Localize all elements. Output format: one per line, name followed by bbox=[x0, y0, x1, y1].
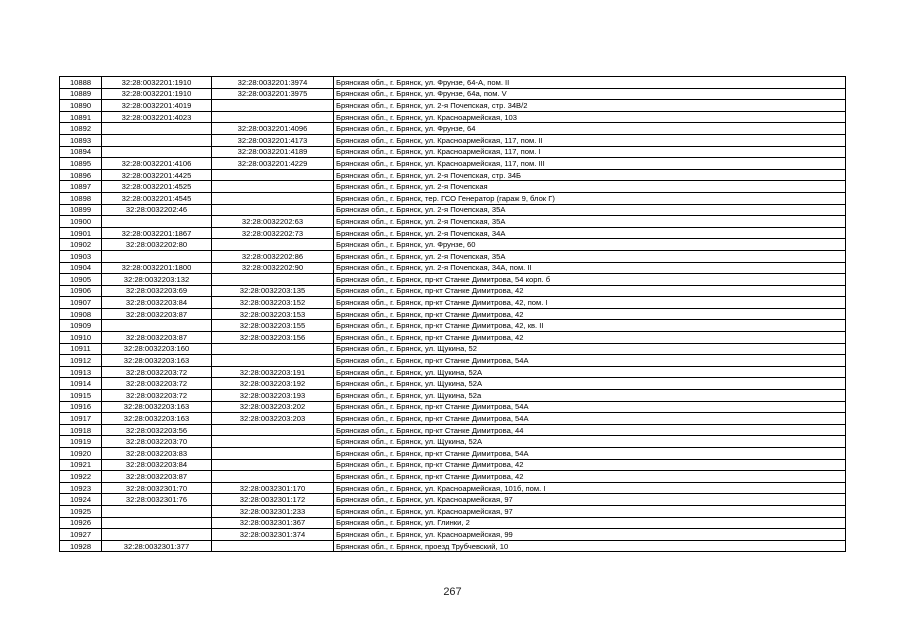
cadastral-number-cell: 32:28:0032201:1867 bbox=[102, 227, 212, 239]
cadastral-number-cell bbox=[102, 216, 212, 228]
row-number-cell: 10894 bbox=[60, 146, 102, 158]
cadastral-number-cell: 32:28:0032201:4023 bbox=[102, 111, 212, 123]
row-number-cell: 10913 bbox=[60, 366, 102, 378]
row-number-cell: 10922 bbox=[60, 471, 102, 483]
row-number-cell: 10901 bbox=[60, 227, 102, 239]
address-cell: Брянская обл., г. Брянск, ул. Щукина, 52А bbox=[334, 436, 846, 448]
row-number-cell: 10890 bbox=[60, 100, 102, 112]
table-row bbox=[60, 505, 846, 517]
table-row bbox=[60, 471, 846, 483]
address-cell: Брянская обл., г. Брянск, ул. Щукина, 52 bbox=[334, 343, 846, 355]
row-number-cell: 10923 bbox=[60, 482, 102, 494]
object-cadastral-number-cell: 32:28:0032301:233 bbox=[212, 505, 334, 517]
object-cadastral-number-cell: 32:28:0032201:4189 bbox=[212, 146, 334, 158]
cadastral-number-cell: 32:28:0032203:70 bbox=[102, 436, 212, 448]
row-number-cell: 10891 bbox=[60, 111, 102, 123]
object-cadastral-number-cell: 32:28:0032202:90 bbox=[212, 262, 334, 274]
address-cell: Брянская обл., г. Брянск, ул. Фрунзе, 60 bbox=[334, 239, 846, 251]
cadastral-number-cell: 32:28:0032201:4525 bbox=[102, 181, 212, 193]
table-row bbox=[60, 146, 846, 158]
cadastral-number-cell bbox=[102, 529, 212, 541]
cadastral-number-cell: 32:28:0032201:4106 bbox=[102, 158, 212, 170]
row-number-cell: 10905 bbox=[60, 274, 102, 286]
object-cadastral-number-cell: 32:28:0032203:156 bbox=[212, 332, 334, 344]
address-cell: Брянская обл., г. Брянск, ул. Красноармейская, 97 bbox=[334, 505, 846, 517]
row-number-cell: 10904 bbox=[60, 262, 102, 274]
cadastral-number-cell: 32:28:0032301:377 bbox=[102, 540, 212, 552]
address-cell: Брянская обл., г. Брянск, ул. Красноармейская, 97 bbox=[334, 494, 846, 506]
table-row bbox=[60, 77, 846, 89]
row-number-cell: 10910 bbox=[60, 332, 102, 344]
object-cadastral-number-cell bbox=[212, 459, 334, 471]
object-cadastral-number-cell: 32:28:0032203:202 bbox=[212, 401, 334, 413]
object-cadastral-number-cell bbox=[212, 436, 334, 448]
row-number-cell: 10924 bbox=[60, 494, 102, 506]
cadastral-number-cell bbox=[102, 123, 212, 135]
address-cell: Брянская обл., г. Брянск, ул. 2-я Почепская, 35А bbox=[334, 204, 846, 216]
cadastral-number-cell bbox=[102, 134, 212, 146]
object-cadastral-number-cell: 32:28:0032203:192 bbox=[212, 378, 334, 390]
table-row bbox=[60, 401, 846, 413]
cadastral-number-cell: 32:28:0032203:163 bbox=[102, 401, 212, 413]
object-cadastral-number-cell: 32:28:0032203:193 bbox=[212, 390, 334, 402]
address-cell: Брянская обл., г. Брянск, пр-кт Станке Димитрова, 42 bbox=[334, 285, 846, 297]
row-number-cell: 10926 bbox=[60, 517, 102, 529]
address-cell: Брянская обл., г. Брянск, пр-кт Станке Димитрова, 44 bbox=[334, 424, 846, 436]
cadastral-table bbox=[59, 76, 846, 552]
object-cadastral-number-cell bbox=[212, 111, 334, 123]
row-number-cell: 10888 bbox=[60, 77, 102, 89]
cadastral-number-cell: 32:28:0032203:69 bbox=[102, 285, 212, 297]
row-number-cell: 10892 bbox=[60, 123, 102, 135]
table-row bbox=[60, 204, 846, 216]
object-cadastral-number-cell: 32:28:0032203:152 bbox=[212, 297, 334, 309]
address-cell: Брянская обл., г. Брянск, ул. 2-я Почепская bbox=[334, 181, 846, 193]
object-cadastral-number-cell: 32:28:0032201:3974 bbox=[212, 77, 334, 89]
table-row bbox=[60, 355, 846, 367]
table-row bbox=[60, 517, 846, 529]
object-cadastral-number-cell bbox=[212, 204, 334, 216]
row-number-cell: 10906 bbox=[60, 285, 102, 297]
cadastral-number-cell bbox=[102, 320, 212, 332]
table-row bbox=[60, 529, 846, 541]
table-row bbox=[60, 390, 846, 402]
object-cadastral-number-cell bbox=[212, 181, 334, 193]
table-row bbox=[60, 262, 846, 274]
cadastral-number-cell: 32:28:0032202:46 bbox=[102, 204, 212, 216]
cadastral-number-cell: 32:28:0032201:1910 bbox=[102, 88, 212, 100]
table-body bbox=[60, 77, 846, 552]
cadastral-number-cell: 32:28:0032203:163 bbox=[102, 355, 212, 367]
cadastral-number-cell: 32:28:0032203:132 bbox=[102, 274, 212, 286]
row-number-cell: 10920 bbox=[60, 448, 102, 460]
table-row bbox=[60, 88, 846, 100]
cadastral-number-cell: 32:28:0032203:83 bbox=[102, 448, 212, 460]
address-cell: Брянская обл., г. Брянск, ул. Фрунзе, 64 bbox=[334, 123, 846, 135]
cadastral-number-cell: 32:28:0032203:72 bbox=[102, 378, 212, 390]
table-row bbox=[60, 494, 846, 506]
table-row bbox=[60, 448, 846, 460]
object-cadastral-number-cell: 32:28:0032301:367 bbox=[212, 517, 334, 529]
table-row bbox=[60, 216, 846, 228]
table-row bbox=[60, 134, 846, 146]
object-cadastral-number-cell: 32:28:0032203:153 bbox=[212, 308, 334, 320]
cadastral-number-cell: 32:28:0032203:87 bbox=[102, 332, 212, 344]
object-cadastral-number-cell: 32:28:0032203:191 bbox=[212, 366, 334, 378]
cadastral-number-cell: 32:28:0032201:4019 bbox=[102, 100, 212, 112]
row-number-cell: 10917 bbox=[60, 413, 102, 425]
cadastral-number-cell: 32:28:0032201:1800 bbox=[102, 262, 212, 274]
address-cell: Брянская обл., г. Брянск, ул. Красноармейская, 103 bbox=[334, 111, 846, 123]
row-number-cell: 10907 bbox=[60, 297, 102, 309]
cadastral-number-cell bbox=[102, 250, 212, 262]
address-cell: Брянская обл., г. Брянск, ул. Фрунзе, 64-А, пом. II bbox=[334, 77, 846, 89]
cadastral-number-cell: 32:28:0032201:4425 bbox=[102, 169, 212, 181]
table-row bbox=[60, 413, 846, 425]
row-number-cell: 10925 bbox=[60, 505, 102, 517]
address-cell: Брянская обл., г. Брянск, проезд Трубчевский, 10 bbox=[334, 540, 846, 552]
address-cell: Брянская обл., г. Брянск, ул. Щукина, 52а bbox=[334, 390, 846, 402]
address-cell: Брянская обл., г. Брянск, пр-кт Станке Димитрова, 54А bbox=[334, 355, 846, 367]
object-cadastral-number-cell: 32:28:0032203:135 bbox=[212, 285, 334, 297]
cadastral-number-cell: 32:28:0032201:1910 bbox=[102, 77, 212, 89]
row-number-cell: 10909 bbox=[60, 320, 102, 332]
cadastral-number-cell: 32:28:0032203:87 bbox=[102, 308, 212, 320]
table-row bbox=[60, 181, 846, 193]
row-number-cell: 10914 bbox=[60, 378, 102, 390]
address-cell: Брянская обл., г. Брянск, ул. 2-я Почепская, 35А bbox=[334, 250, 846, 262]
table-row bbox=[60, 111, 846, 123]
table-row bbox=[60, 297, 846, 309]
address-cell: Брянская обл., г. Брянск, пр-кт Станке Димитрова, 54А bbox=[334, 413, 846, 425]
address-cell: Брянская обл., г. Брянск, ул. Красноармейская, 117, пом. I bbox=[334, 146, 846, 158]
object-cadastral-number-cell bbox=[212, 169, 334, 181]
address-cell: Брянская обл., г. Брянск, ул. Красноармейская, 117, пом. II bbox=[334, 134, 846, 146]
cadastral-number-cell: 32:28:0032203:84 bbox=[102, 459, 212, 471]
address-cell: Брянская обл., г. Брянск, тер. ГСО Генератор (гараж 9, блок Г) bbox=[334, 192, 846, 204]
object-cadastral-number-cell bbox=[212, 274, 334, 286]
row-number-cell: 10895 bbox=[60, 158, 102, 170]
table-row bbox=[60, 436, 846, 448]
object-cadastral-number-cell bbox=[212, 471, 334, 483]
address-cell: Брянская обл., г. Брянск, ул. Щукина, 52А bbox=[334, 366, 846, 378]
table-row bbox=[60, 250, 846, 262]
object-cadastral-number-cell: 32:28:0032203:155 bbox=[212, 320, 334, 332]
row-number-cell: 10903 bbox=[60, 250, 102, 262]
object-cadastral-number-cell bbox=[212, 192, 334, 204]
row-number-cell: 10916 bbox=[60, 401, 102, 413]
cadastral-number-cell: 32:28:0032203:72 bbox=[102, 366, 212, 378]
object-cadastral-number-cell: 32:28:0032203:203 bbox=[212, 413, 334, 425]
cadastral-number-cell: 32:28:0032203:160 bbox=[102, 343, 212, 355]
row-number-cell: 10918 bbox=[60, 424, 102, 436]
row-number-cell: 10919 bbox=[60, 436, 102, 448]
row-number-cell: 10893 bbox=[60, 134, 102, 146]
address-cell: Брянская обл., г. Брянск, пр-кт Станке Димитрова, 42, кв. II bbox=[334, 320, 846, 332]
address-cell: Брянская обл., г. Брянск, ул. 2-я Почепская, 34А bbox=[334, 227, 846, 239]
object-cadastral-number-cell: 32:28:0032201:4096 bbox=[212, 123, 334, 135]
cadastral-number-cell: 32:28:0032203:87 bbox=[102, 471, 212, 483]
row-number-cell: 10912 bbox=[60, 355, 102, 367]
cadastral-number-cell bbox=[102, 505, 212, 517]
object-cadastral-number-cell: 32:28:0032202:86 bbox=[212, 250, 334, 262]
object-cadastral-number-cell bbox=[212, 540, 334, 552]
row-number-cell: 10896 bbox=[60, 169, 102, 181]
row-number-cell: 10915 bbox=[60, 390, 102, 402]
object-cadastral-number-cell bbox=[212, 355, 334, 367]
row-number-cell: 10898 bbox=[60, 192, 102, 204]
table-row bbox=[60, 123, 846, 135]
table-row bbox=[60, 424, 846, 436]
object-cadastral-number-cell: 32:28:0032201:4173 bbox=[212, 134, 334, 146]
object-cadastral-number-cell: 32:28:0032301:374 bbox=[212, 529, 334, 541]
row-number-cell: 10902 bbox=[60, 239, 102, 251]
address-cell: Брянская обл., г. Брянск, пр-кт Станке Димитрова, 42, пом. I bbox=[334, 297, 846, 309]
table-row bbox=[60, 320, 846, 332]
table-row bbox=[60, 169, 846, 181]
cadastral-number-cell: 32:28:0032203:56 bbox=[102, 424, 212, 436]
address-cell: Брянская обл., г. Брянск, ул. Глинки, 2 bbox=[334, 517, 846, 529]
cadastral-number-cell: 32:28:0032203:72 bbox=[102, 390, 212, 402]
table-row bbox=[60, 378, 846, 390]
object-cadastral-number-cell: 32:28:0032301:172 bbox=[212, 494, 334, 506]
row-number-cell: 10911 bbox=[60, 343, 102, 355]
object-cadastral-number-cell bbox=[212, 424, 334, 436]
cadastral-number-cell bbox=[102, 517, 212, 529]
table-row bbox=[60, 459, 846, 471]
cadastral-number-cell: 32:28:0032301:76 bbox=[102, 494, 212, 506]
object-cadastral-number-cell: 32:28:0032301:170 bbox=[212, 482, 334, 494]
address-cell: Брянская обл., г. Брянск, ул. 2-я Почепская, стр. 34В/2 bbox=[334, 100, 846, 112]
table-row bbox=[60, 482, 846, 494]
address-cell: Брянская обл., г. Брянск, пр-кт Станке Димитрова, 42 bbox=[334, 332, 846, 344]
row-number-cell: 10908 bbox=[60, 308, 102, 320]
object-cadastral-number-cell: 32:28:0032201:4229 bbox=[212, 158, 334, 170]
object-cadastral-number-cell: 32:28:0032201:3975 bbox=[212, 88, 334, 100]
address-cell: Брянская обл., г. Брянск, пр-кт Станке Димитрова, 54 корп. б bbox=[334, 274, 846, 286]
row-number-cell: 10897 bbox=[60, 181, 102, 193]
object-cadastral-number-cell bbox=[212, 343, 334, 355]
address-cell: Брянская обл., г. Брянск, пр-кт Станке Димитрова, 42 bbox=[334, 459, 846, 471]
cadastral-number-cell bbox=[102, 146, 212, 158]
address-cell: Брянская обл., г. Брянск, ул. Красноармейская, 117, пом. III bbox=[334, 158, 846, 170]
table-row bbox=[60, 285, 846, 297]
page-number: 267 bbox=[443, 586, 462, 598]
address-cell: Брянская обл., г. Брянск, пр-кт Станке Димитрова, 42 bbox=[334, 471, 846, 483]
object-cadastral-number-cell bbox=[212, 239, 334, 251]
address-cell: Брянская обл., г. Брянск, ул. Фрунзе, 64а, пом. V bbox=[334, 88, 846, 100]
address-cell: Брянская обл., г. Брянск, пр-кт Станке Димитрова, 54А bbox=[334, 448, 846, 460]
address-cell: Брянская обл., г. Брянск, ул. 2-я Почепская, стр. 34Б bbox=[334, 169, 846, 181]
address-cell: Брянская обл., г. Брянск, ул. Красноармейская, 101б, пом. I bbox=[334, 482, 846, 494]
table-row bbox=[60, 308, 846, 320]
row-number-cell: 10899 bbox=[60, 204, 102, 216]
address-cell: Брянская обл., г. Брянск, ул. Красноармейская, 99 bbox=[334, 529, 846, 541]
table-row bbox=[60, 366, 846, 378]
table-row bbox=[60, 343, 846, 355]
table-row bbox=[60, 158, 846, 170]
table-row bbox=[60, 239, 846, 251]
table-row bbox=[60, 100, 846, 112]
cadastral-number-cell: 32:28:0032201:4545 bbox=[102, 192, 212, 204]
cadastral-number-cell: 32:28:0032203:84 bbox=[102, 297, 212, 309]
address-cell: Брянская обл., г. Брянск, ул. 2-я Почепская, 34А, пом. II bbox=[334, 262, 846, 274]
row-number-cell: 10921 bbox=[60, 459, 102, 471]
table-row bbox=[60, 192, 846, 204]
cadastral-number-cell: 32:28:0032202:80 bbox=[102, 239, 212, 251]
cadastral-number-cell: 32:28:0032301:70 bbox=[102, 482, 212, 494]
address-cell: Брянская обл., г. Брянск, пр-кт Станке Димитрова, 54А bbox=[334, 401, 846, 413]
object-cadastral-number-cell: 32:28:0032202:63 bbox=[212, 216, 334, 228]
object-cadastral-number-cell bbox=[212, 100, 334, 112]
table-row bbox=[60, 540, 846, 552]
object-cadastral-number-cell: 32:28:0032202:73 bbox=[212, 227, 334, 239]
address-cell: Брянская обл., г. Брянск, ул. Щукина, 52А bbox=[334, 378, 846, 390]
table-row bbox=[60, 332, 846, 344]
cadastral-number-cell: 32:28:0032203:163 bbox=[102, 413, 212, 425]
address-cell: Брянская обл., г. Брянск, пр-кт Станке Димитрова, 42 bbox=[334, 308, 846, 320]
row-number-cell: 10927 bbox=[60, 529, 102, 541]
row-number-cell: 10900 bbox=[60, 216, 102, 228]
row-number-cell: 10928 bbox=[60, 540, 102, 552]
table-row bbox=[60, 227, 846, 239]
object-cadastral-number-cell bbox=[212, 448, 334, 460]
row-number-cell: 10889 bbox=[60, 88, 102, 100]
table-row bbox=[60, 274, 846, 286]
address-cell: Брянская обл., г. Брянск, ул. 2-я Почепская, 35А bbox=[334, 216, 846, 228]
